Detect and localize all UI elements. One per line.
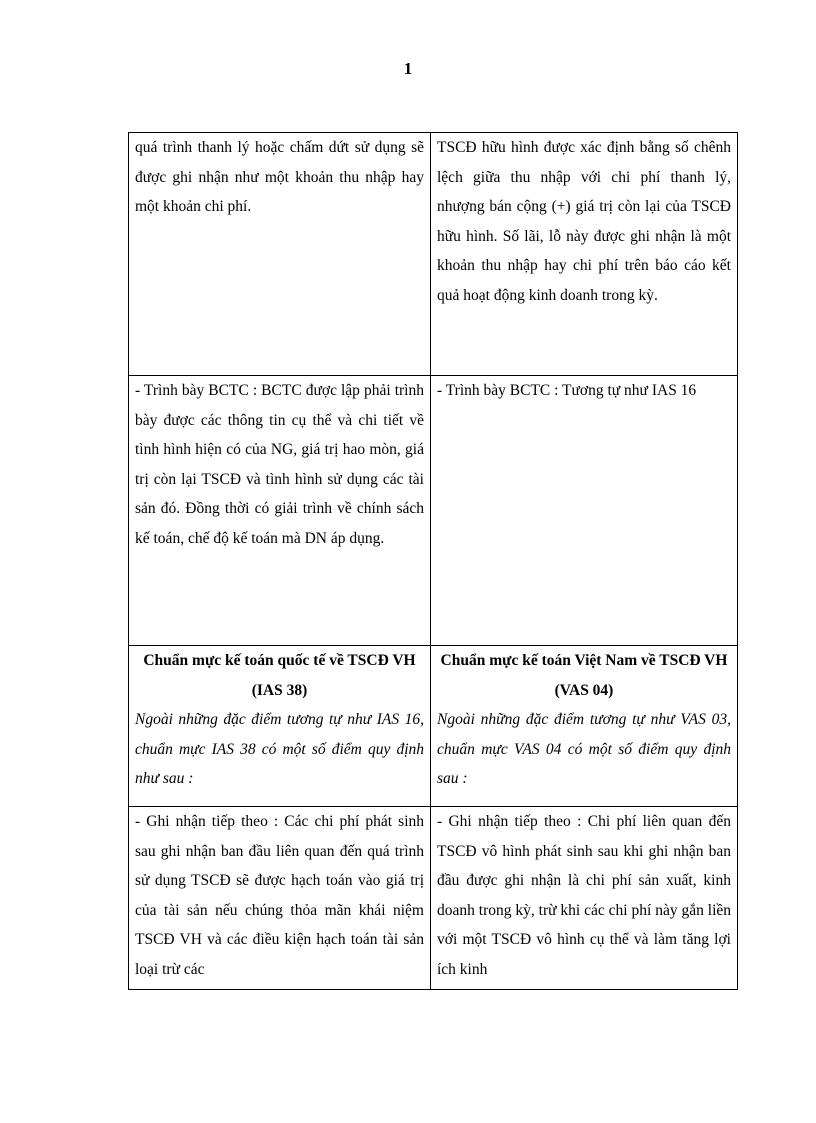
- comparison-table: [128, 132, 738, 990]
- page-number: 1: [403, 59, 413, 78]
- cell-text: - Ghi nhận tiếp theo : Chi phí liên quan đến TSCĐ vô hình phát sinh sau khi ghi nhận ban đầu được ghi nhận là chi phí sản xuất, kinh doanh trong kỳ, trừ khi các chi phí này gắn liền với một TSCĐ vô hình cụ thể và làm tăng lợi ích kinh: [437, 813, 731, 978]
- cell-text: - Trình bày BCTC : BCTC được lập phải trình bày được các thông tin cụ thể và chi tiết về tình hình hiện có của NG, giá trị hao mòn, giá trị còn lại TSCĐ và tình hình sử dụng các tài sản đó. Đồng thời có giải trình về chính sách kế toán, chế độ kế toán mà DN áp dụng.: [135, 382, 424, 547]
- table-cell-ias38-heading: [129, 646, 431, 807]
- table-cell-ias-presentation: [129, 376, 431, 646]
- cell-text: TSCĐ hữu hình được xác định bằng số chênh lệch giữa thu nhập với chi phí thanh lý, nhượng bán cộng (+) giá trị còn lại của TSCĐ hữu hình. Số lãi, lỗ này được ghi nhận là một khoản thu nhập hay chi phí trên báo cáo kết quả hoạt động kinh doanh trong kỳ.: [437, 139, 731, 304]
- column-heading: Chuẩn mực kế toán quốc tế về TSCĐ VH (IAS 38): [143, 652, 416, 699]
- heading-intro: Ngoài những đặc điểm tương tự như IAS 16, chuẩn mực IAS 38 có một số điểm quy định như sau :: [135, 711, 424, 787]
- table-cell-vas-disposal: [431, 133, 738, 376]
- cell-text: - Trình bày BCTC : Tương tự như IAS 16: [437, 382, 697, 399]
- table-row: [129, 376, 738, 646]
- table-cell-vas-presentation: [431, 376, 738, 646]
- cell-text: - Ghi nhận tiếp theo : Các chi phí phát sinh sau ghi nhận ban đầu liên quan đến quá trình sử dụng TSCĐ sẽ được hạch toán vào giá trị của tài sản nếu chúng thỏa mãn khái niệm TSCĐ VH và các điều kiện hạch toán tài sản loại trừ các: [135, 813, 424, 978]
- table-cell-vas04-heading: [431, 646, 738, 807]
- cell-text: quá trình thanh lý hoặc chấm dứt sử dụng sẽ được ghi nhận như một khoản thu nhập hay một khoản chi phí.: [135, 139, 424, 215]
- table-cell-vas04-subsequent: [431, 807, 738, 990]
- table-cell-ias38-subsequent: [129, 807, 431, 990]
- column-heading: Chuẩn mực kế toán Việt Nam về TSCĐ VH (VAS 04): [440, 652, 728, 699]
- table-row: [129, 646, 738, 807]
- heading-intro: Ngoài những đặc điểm tương tự như VAS 03, chuẩn mực VAS 04 có một số điểm quy định sau :: [437, 711, 731, 787]
- table-cell-ias-disposal: [129, 133, 431, 376]
- table-row: [129, 807, 738, 990]
- table-row: [129, 133, 738, 376]
